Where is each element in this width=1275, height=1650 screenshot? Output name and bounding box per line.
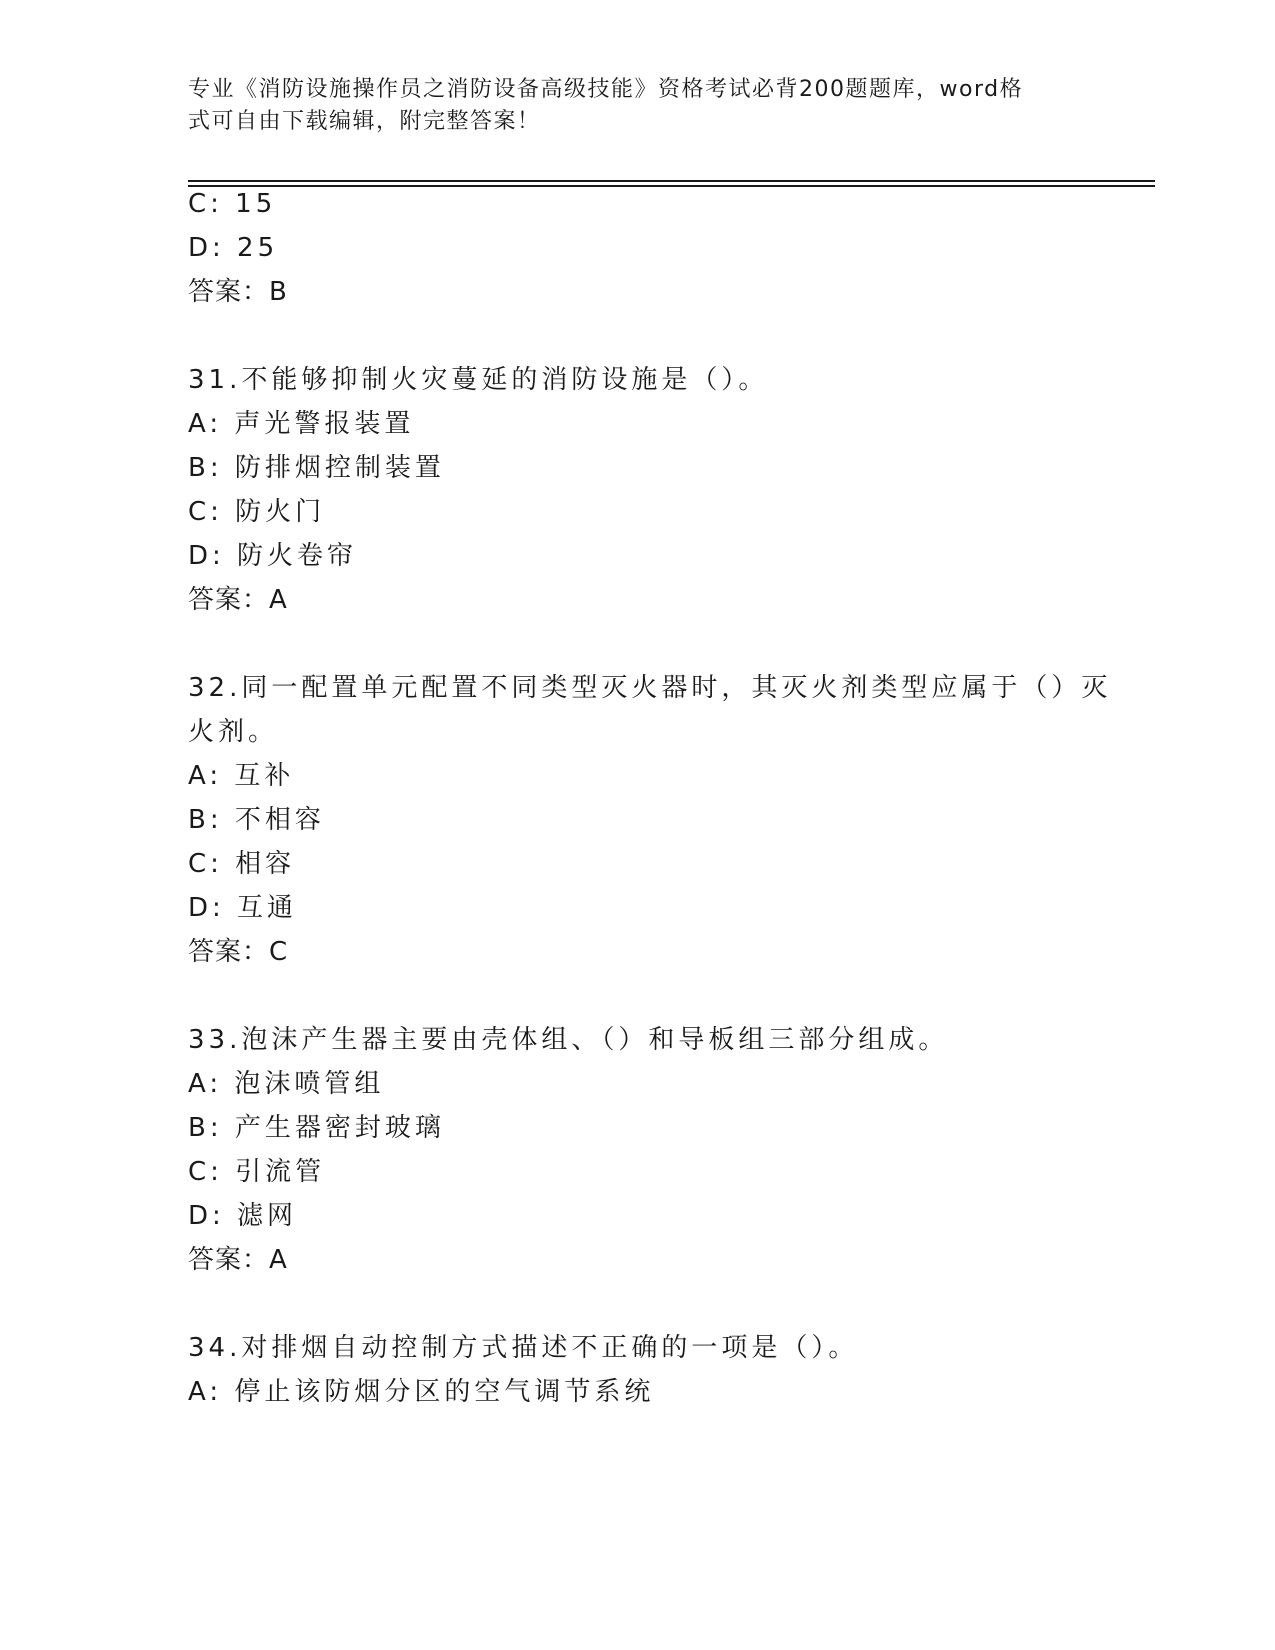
- question-31-answer: 答案：A: [188, 585, 288, 615]
- question-31-stem: 31.不能够抑制火灾蔓延的消防设施是（）。: [188, 365, 769, 395]
- question-33-option-c: C: 引流管: [188, 1157, 326, 1187]
- header-line-1: 专业《消防设施操作员之消防设备高级技能》资格考试必背200题题库，word格: [188, 77, 1024, 102]
- question-32-answer: 答案：C: [188, 937, 289, 967]
- question-31-option-d: D: 防火卷帘: [188, 541, 358, 571]
- question-34-option-a: A: 停止该防烟分区的空气调节系统: [188, 1377, 655, 1407]
- header-divider-top: [188, 180, 1155, 182]
- question-32-option-b: B: 不相容: [188, 805, 325, 835]
- question-34-stem: 34.对排烟自动控制方式描述不正确的一项是（）。: [188, 1333, 859, 1363]
- question-32-stem-line-1: 32.同一配置单元配置不同类型灭火器时，其灭火剂类型应属于（）灭: [188, 673, 1112, 703]
- question-32-option-c: C: 相容: [188, 849, 296, 879]
- header-line-2: 式可自由下载编辑，附完整答案！: [188, 109, 541, 134]
- document-header: [188, 74, 1078, 138]
- question-33-option-d: D: 滤网: [188, 1201, 298, 1231]
- question-31-option-a: A: 声光警报装置: [188, 409, 415, 439]
- question-32-option-d: D: 互通: [188, 893, 298, 923]
- question-33-option-a: A: 泡沫喷管组: [188, 1069, 385, 1099]
- question-32-stem-line-2: 火剂。: [188, 717, 279, 747]
- question-33-stem: 33.泡沫产生器主要由壳体组、（）和导板组三部分组成。: [188, 1025, 949, 1055]
- question-31-option-c: C: 防火门: [188, 497, 326, 527]
- question-33-answer: 答案：A: [188, 1245, 288, 1275]
- question-31-option-b: B: 防排烟控制装置: [188, 453, 445, 483]
- question-33-option-b: B: 产生器密封玻璃: [188, 1113, 445, 1143]
- prev-answer: 答案：B: [188, 277, 288, 307]
- prev-option-c: C: 15: [188, 189, 277, 219]
- prev-option-d: D: 25: [188, 233, 279, 263]
- header-divider-bottom: [188, 185, 1155, 187]
- question-32-option-a: A: 互补: [188, 761, 295, 791]
